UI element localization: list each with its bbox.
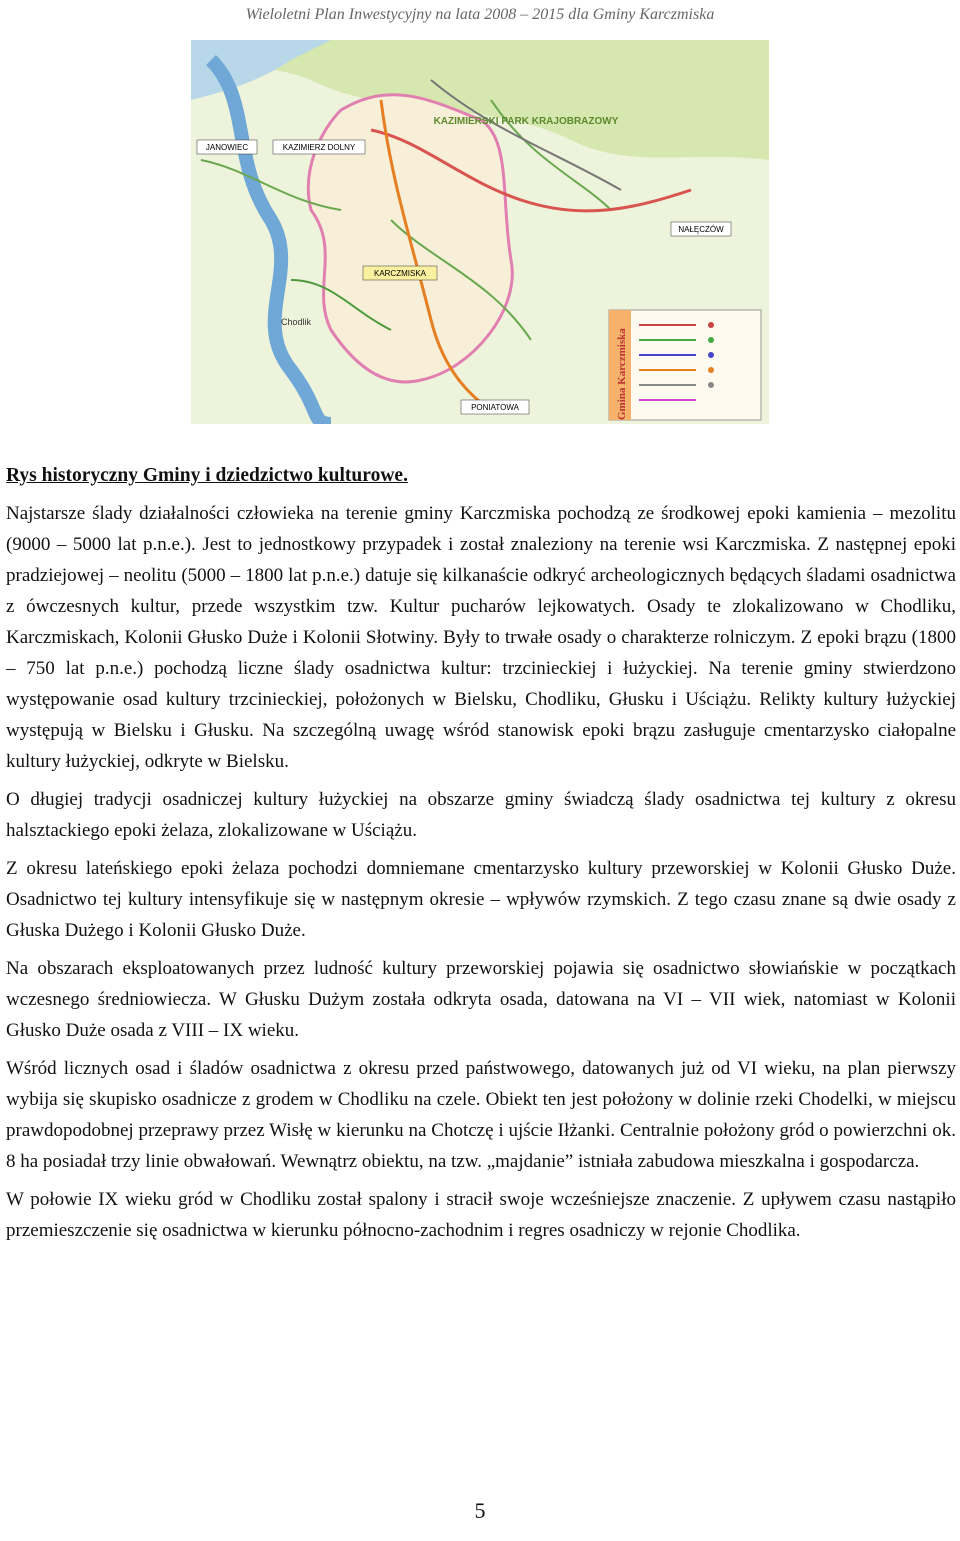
map-legend-title: Gmina Karczmiska: [616, 328, 628, 420]
paragraph-4: Na obszarach eksploatowanych przez ludność kultury przeworskiej pojawia się osadnictwo słowiańskie w początkach wczesnego średniowiecza. W Głusku Dużym została odkryta osada, datowana na VI – VII wiek, natomiast w Kolonii Głusko Duże osada z VIII – IX wieku.: [6, 958, 956, 1041]
paragraph-6: W połowie IX wieku gród w Chodliku został spalony i stracił swoje wcześniejsze znaczenie. Z upływem czasu nastąpiło przemieszczenie się osadnictwa w kierunku północno-zachodnim i regres osadniczy w rejonie Chodlika.: [6, 1189, 956, 1241]
paragraph-5: Wśród licznych osad i śladów osadnictwa z okresu przed państwowego, datowanych już od VI wieku, na plan pierwszy wybija się skupisko osadnicze z grodem w Chodliku na czele. Obiekt ten jest położony w dolinie rzeki Chodelki, w miejscu prawdopodobnej przeprawy przez Wisłę w kierunku na Chotczę i ujście Iłżanki. Centralnie położony gród o powierzchni ok. 8 ha posiadał trzy linie obwałowań. Wewnątrz obiektu, na tzw. „majdanie” istniała zabudowa mieszkalna i gospodarcza.: [6, 1058, 956, 1172]
map-label-poniatowa: PONIATOWA: [471, 403, 519, 412]
map-label-chodlik: Chodlik: [281, 317, 312, 327]
map-label-karczmiska: KARCZMISKA: [373, 269, 427, 278]
map-of-karczmiska: [191, 40, 769, 424]
map-label-park: KAZIMIERSKI PARK KRAJOBRAZOWY: [433, 116, 619, 127]
map-label-kazimierz: KAZIMIERZ DOLNY: [282, 143, 356, 152]
map-legend: [609, 310, 761, 420]
running-header: Wieloletni Plan Inwestycyjny na lata 2008 – 2015 dla Gminy Karczmiska: [245, 6, 715, 23]
map-label-janowiec: JANOWIEC: [205, 143, 249, 152]
paragraph-2: O długiej tradycji osadniczej kultury łużyckiej na obszarze gminy świadczą ślady osadnictwa tej kultury z okresu halsztackiego epoki żelaza, zlokalizowane w Uściążu.: [6, 789, 956, 841]
document-body: [6, 460, 956, 1253]
map-label-naleczow: NAŁĘCZÓW: [678, 225, 724, 234]
section-title: Rys historyczny Gminy i dziedzictwo kulturowe.: [6, 465, 408, 486]
paragraph-1: Najstarsze ślady działalności człowieka na terenie gminy Karczmiska pochodzą ze środkowej epoki kamienia – mezolitu (9000 – 5000 lat p.n.e.). Jest to jednostkowy przypadek i został znaleziony na terenie wsi Karczmiska. Z następnej epoki pradziejowej – neolitu (5000 – 1800 lat p.n.e.) datuje się kilkanaście odkryć archeologicznych będących śladami osadnictwa z ówczesnych kultur, przede wszystkim tzw. Kultur pucharów lejkowatych. Osady te zlokalizowano w Chodliku, Karczmiskach, Kolonii Głusko Duże i Kolonii Słotwiny. Były to trwałe osady o charakterze rolniczym. Z epoki brązu (1800 – 750 lat p.n.e.) pochodzą liczne ślady osadnictwa kultur: trzcinieckiej i łużyckiej. Na terenie gminy stwierdzono występowanie osad kultury trzcinieckiej, położonych w Bielsku, Chodliku, Głusku i Uściążu. Relikty kultury łużyckiej występują w Bielsku i Głusku. Na szczególną uwagę wśród stanowisk epoki brązu zasługuje cmentarzysko ciałopalne kultury łużyckiej, odkryte w Bielsku.: [6, 503, 956, 772]
paragraph-3: Z okresu lateńskiego epoki żelaza pochodzi domniemane cmentarzysko kultury przeworskiej w Kolonii Głusko Duże. Osadnictwo tej kultury intensyfikuje się w następnym okresie – wpływów rzymskich. Z tego czasu znane są dwie osady z Głuska Dużego i Kolonii Głusko Duże.: [6, 858, 956, 941]
page-number: 5: [474, 1498, 486, 1523]
